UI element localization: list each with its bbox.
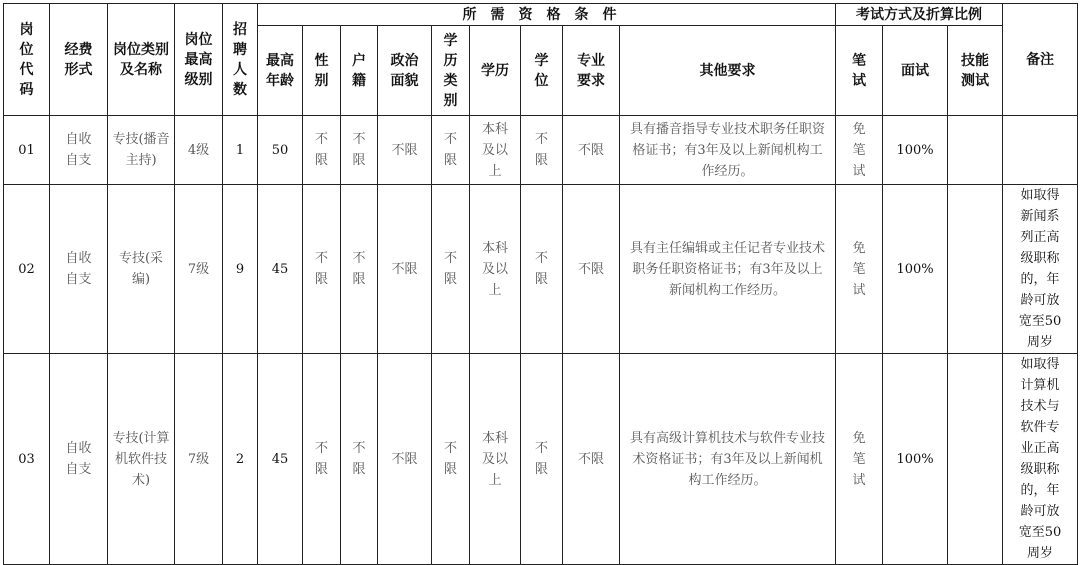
header-count: 招聘人数 bbox=[223, 4, 258, 116]
cell-edu-type: 不限 bbox=[432, 354, 470, 565]
cell-household: 不限 bbox=[341, 116, 378, 185]
cell-count: 2 bbox=[223, 354, 258, 565]
cell-age: 50 bbox=[258, 116, 303, 185]
header-funding: 经费形式 bbox=[50, 4, 108, 116]
cell-skill bbox=[948, 116, 1003, 185]
cell-edu-type: 不限 bbox=[432, 185, 470, 354]
header-qualifications: 所需资格条件 bbox=[258, 4, 836, 26]
header-edu-type: 学历类别 bbox=[432, 26, 470, 116]
cell-degree: 不限 bbox=[521, 354, 563, 565]
table-row bbox=[4, 354, 1078, 565]
recruitment-table bbox=[3, 3, 1078, 565]
header-code: 岗位代码 bbox=[4, 4, 50, 116]
cell-code: 01 bbox=[4, 116, 50, 185]
cell-education: 本科及以上 bbox=[470, 354, 521, 565]
cell-count: 1 bbox=[223, 116, 258, 185]
cell-age: 45 bbox=[258, 185, 303, 354]
header-other: 其他要求 bbox=[620, 26, 836, 116]
cell-interview: 100% bbox=[883, 354, 948, 565]
header-education: 学历 bbox=[470, 26, 521, 116]
cell-major: 不限 bbox=[563, 185, 620, 354]
cell-other: 具有高级计算机技术与软件专业技术资格证书；有3年及以上新闻机构工作经历。 bbox=[620, 354, 836, 565]
cell-edu-type: 不限 bbox=[432, 116, 470, 185]
cell-interview: 100% bbox=[883, 185, 948, 354]
cell-skill bbox=[948, 185, 1003, 354]
cell-major: 不限 bbox=[563, 354, 620, 565]
cell-category: 专技(计算机软件技术) bbox=[108, 354, 175, 565]
cell-political: 不限 bbox=[378, 116, 432, 185]
cell-education: 本科及以上 bbox=[470, 116, 521, 185]
table-row bbox=[4, 116, 1078, 185]
cell-level: 7级 bbox=[175, 185, 223, 354]
cell-major: 不限 bbox=[563, 116, 620, 185]
header-degree: 学位 bbox=[521, 26, 563, 116]
cell-count: 9 bbox=[223, 185, 258, 354]
header-household: 户籍 bbox=[341, 26, 378, 116]
cell-written: 免笔试 bbox=[836, 185, 883, 354]
header-political: 政治面貌 bbox=[378, 26, 432, 116]
cell-age: 45 bbox=[258, 354, 303, 565]
cell-written: 免笔试 bbox=[836, 116, 883, 185]
cell-remarks: 如取得计算机技术与软件专业正高级职称的，年龄可放宽至50周岁 bbox=[1003, 354, 1078, 565]
cell-gender: 不限 bbox=[303, 185, 341, 354]
cell-code: 02 bbox=[4, 185, 50, 354]
cell-level: 4级 bbox=[175, 116, 223, 185]
header-age: 最高年龄 bbox=[258, 26, 303, 116]
header-major: 专业要求 bbox=[563, 26, 620, 116]
cell-interview: 100% bbox=[883, 116, 948, 185]
cell-gender: 不限 bbox=[303, 116, 341, 185]
cell-funding: 自收自支 bbox=[50, 116, 108, 185]
cell-other: 具有播音指导专业技术职务任职资格证书；有3年及以上新闻机构工作经历。 bbox=[620, 116, 836, 185]
cell-other: 具有主任编辑或主任记者专业技术职务任职资格证书；有3年及以上新闻机构工作经历。 bbox=[620, 185, 836, 354]
cell-level: 7级 bbox=[175, 354, 223, 565]
cell-category: 专技(播音主持) bbox=[108, 116, 175, 185]
header-written: 笔试 bbox=[836, 26, 883, 116]
cell-remarks bbox=[1003, 116, 1078, 185]
header-remarks: 备注 bbox=[1003, 4, 1078, 116]
header-level: 岗位最高级别 bbox=[175, 4, 223, 116]
header-row-1 bbox=[4, 4, 1078, 26]
cell-political: 不限 bbox=[378, 354, 432, 565]
header-category: 岗位类别及名称 bbox=[108, 4, 175, 116]
header-interview: 面试 bbox=[883, 26, 948, 116]
cell-degree: 不限 bbox=[521, 116, 563, 185]
cell-funding: 自收自支 bbox=[50, 185, 108, 354]
table-row bbox=[4, 185, 1078, 354]
cell-household: 不限 bbox=[341, 185, 378, 354]
cell-education: 本科及以上 bbox=[470, 185, 521, 354]
cell-written: 免笔试 bbox=[836, 354, 883, 565]
cell-gender: 不限 bbox=[303, 354, 341, 565]
cell-code: 03 bbox=[4, 354, 50, 565]
cell-funding: 自收自支 bbox=[50, 354, 108, 565]
header-exam-method: 考试方式及折算比例 bbox=[836, 4, 1003, 26]
cell-remarks: 如取得新闻系列正高级职称的，年龄可放宽至50周岁 bbox=[1003, 185, 1078, 354]
header-skill: 技能测试 bbox=[948, 26, 1003, 116]
header-gender: 性别 bbox=[303, 26, 341, 116]
cell-political: 不限 bbox=[378, 185, 432, 354]
cell-household: 不限 bbox=[341, 354, 378, 565]
cell-category: 专技(采编) bbox=[108, 185, 175, 354]
cell-degree: 不限 bbox=[521, 185, 563, 354]
cell-skill bbox=[948, 354, 1003, 565]
